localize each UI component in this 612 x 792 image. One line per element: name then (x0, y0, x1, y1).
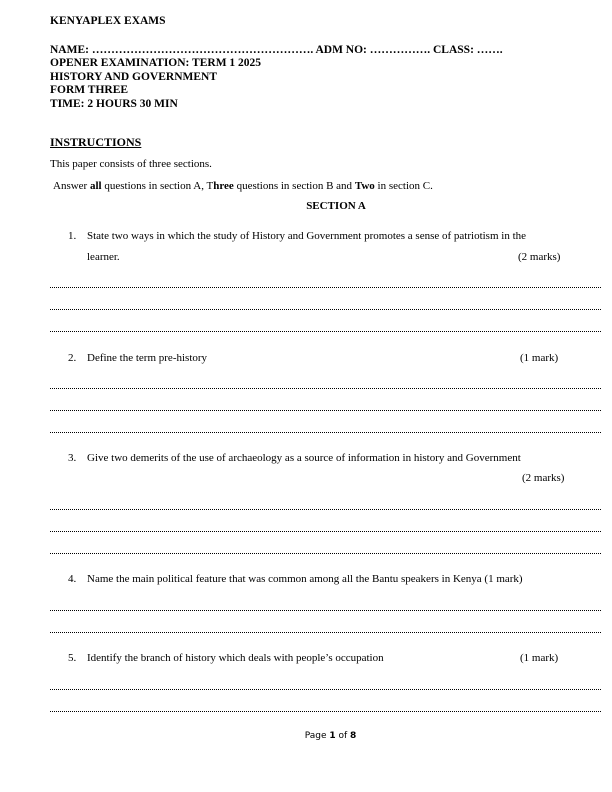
answer-line[interactable] (50, 531, 601, 532)
answer-line[interactable] (50, 632, 601, 633)
instructions-heading: INSTRUCTIONS (50, 135, 142, 149)
answer-line[interactable] (50, 432, 601, 433)
answer-line[interactable] (50, 711, 601, 712)
question-3-marks: (2 marks) (522, 472, 565, 484)
instructions-line-1: This paper consists of three sections. (50, 158, 212, 170)
form-level: FORM THREE (50, 84, 129, 96)
question-1-marks: (2 marks) (518, 251, 561, 263)
answer-line[interactable] (50, 689, 601, 690)
question-1-text-cont: learner. (87, 251, 120, 263)
question-4-text: Name the main political feature that was common among all the Bantu speakers in Kenya (1 mark) (87, 573, 523, 585)
question-5-number: 5. (68, 652, 77, 664)
subject-title: HISTORY AND GOVERNMENT (50, 71, 218, 83)
section-a-title: SECTION A (306, 200, 366, 212)
name-adm-class-line: NAME: …………………………………………………. ADM NO: ……………. CLASS: ……. (50, 44, 503, 56)
question-5-marks: (1 mark) (520, 652, 559, 664)
answer-line[interactable] (50, 509, 601, 510)
school-name: KENYAPLEX EXAMS (50, 15, 166, 27)
question-2-text: Define the term pre-history (87, 352, 208, 364)
question-1-text: State two ways in which the study of History and Government promotes a sense of patriotism in the (87, 230, 527, 242)
question-5-text: Identify the branch of history which deals with people’s occupation (87, 652, 384, 664)
answer-line[interactable] (50, 331, 601, 332)
answer-line[interactable] (50, 610, 601, 611)
question-1-number: 1. (68, 230, 77, 242)
question-3-text: Give two demerits of the use of archaeology as a source of information in history and Government (87, 452, 521, 464)
question-4-number: 4. (68, 573, 77, 585)
answer-line[interactable] (50, 388, 601, 389)
exam-duration: TIME: 2 HOURS 30 MIN (50, 98, 178, 110)
exam-title: OPENER EXAMINATION: TERM 1 2025 (50, 57, 262, 69)
question-2-number: 2. (68, 352, 77, 364)
question-3-number: 3. (68, 452, 77, 464)
answer-line[interactable] (50, 553, 601, 554)
answer-line[interactable] (50, 309, 601, 310)
answer-line[interactable] (50, 287, 601, 288)
question-2-marks: (1 mark) (520, 352, 559, 364)
answer-line[interactable] (50, 410, 601, 411)
instructions-line-2: Answer all questions in section A, Three questions in section B and Two in section C. (53, 180, 433, 192)
page-number: Page 1 of 8 (304, 731, 357, 741)
